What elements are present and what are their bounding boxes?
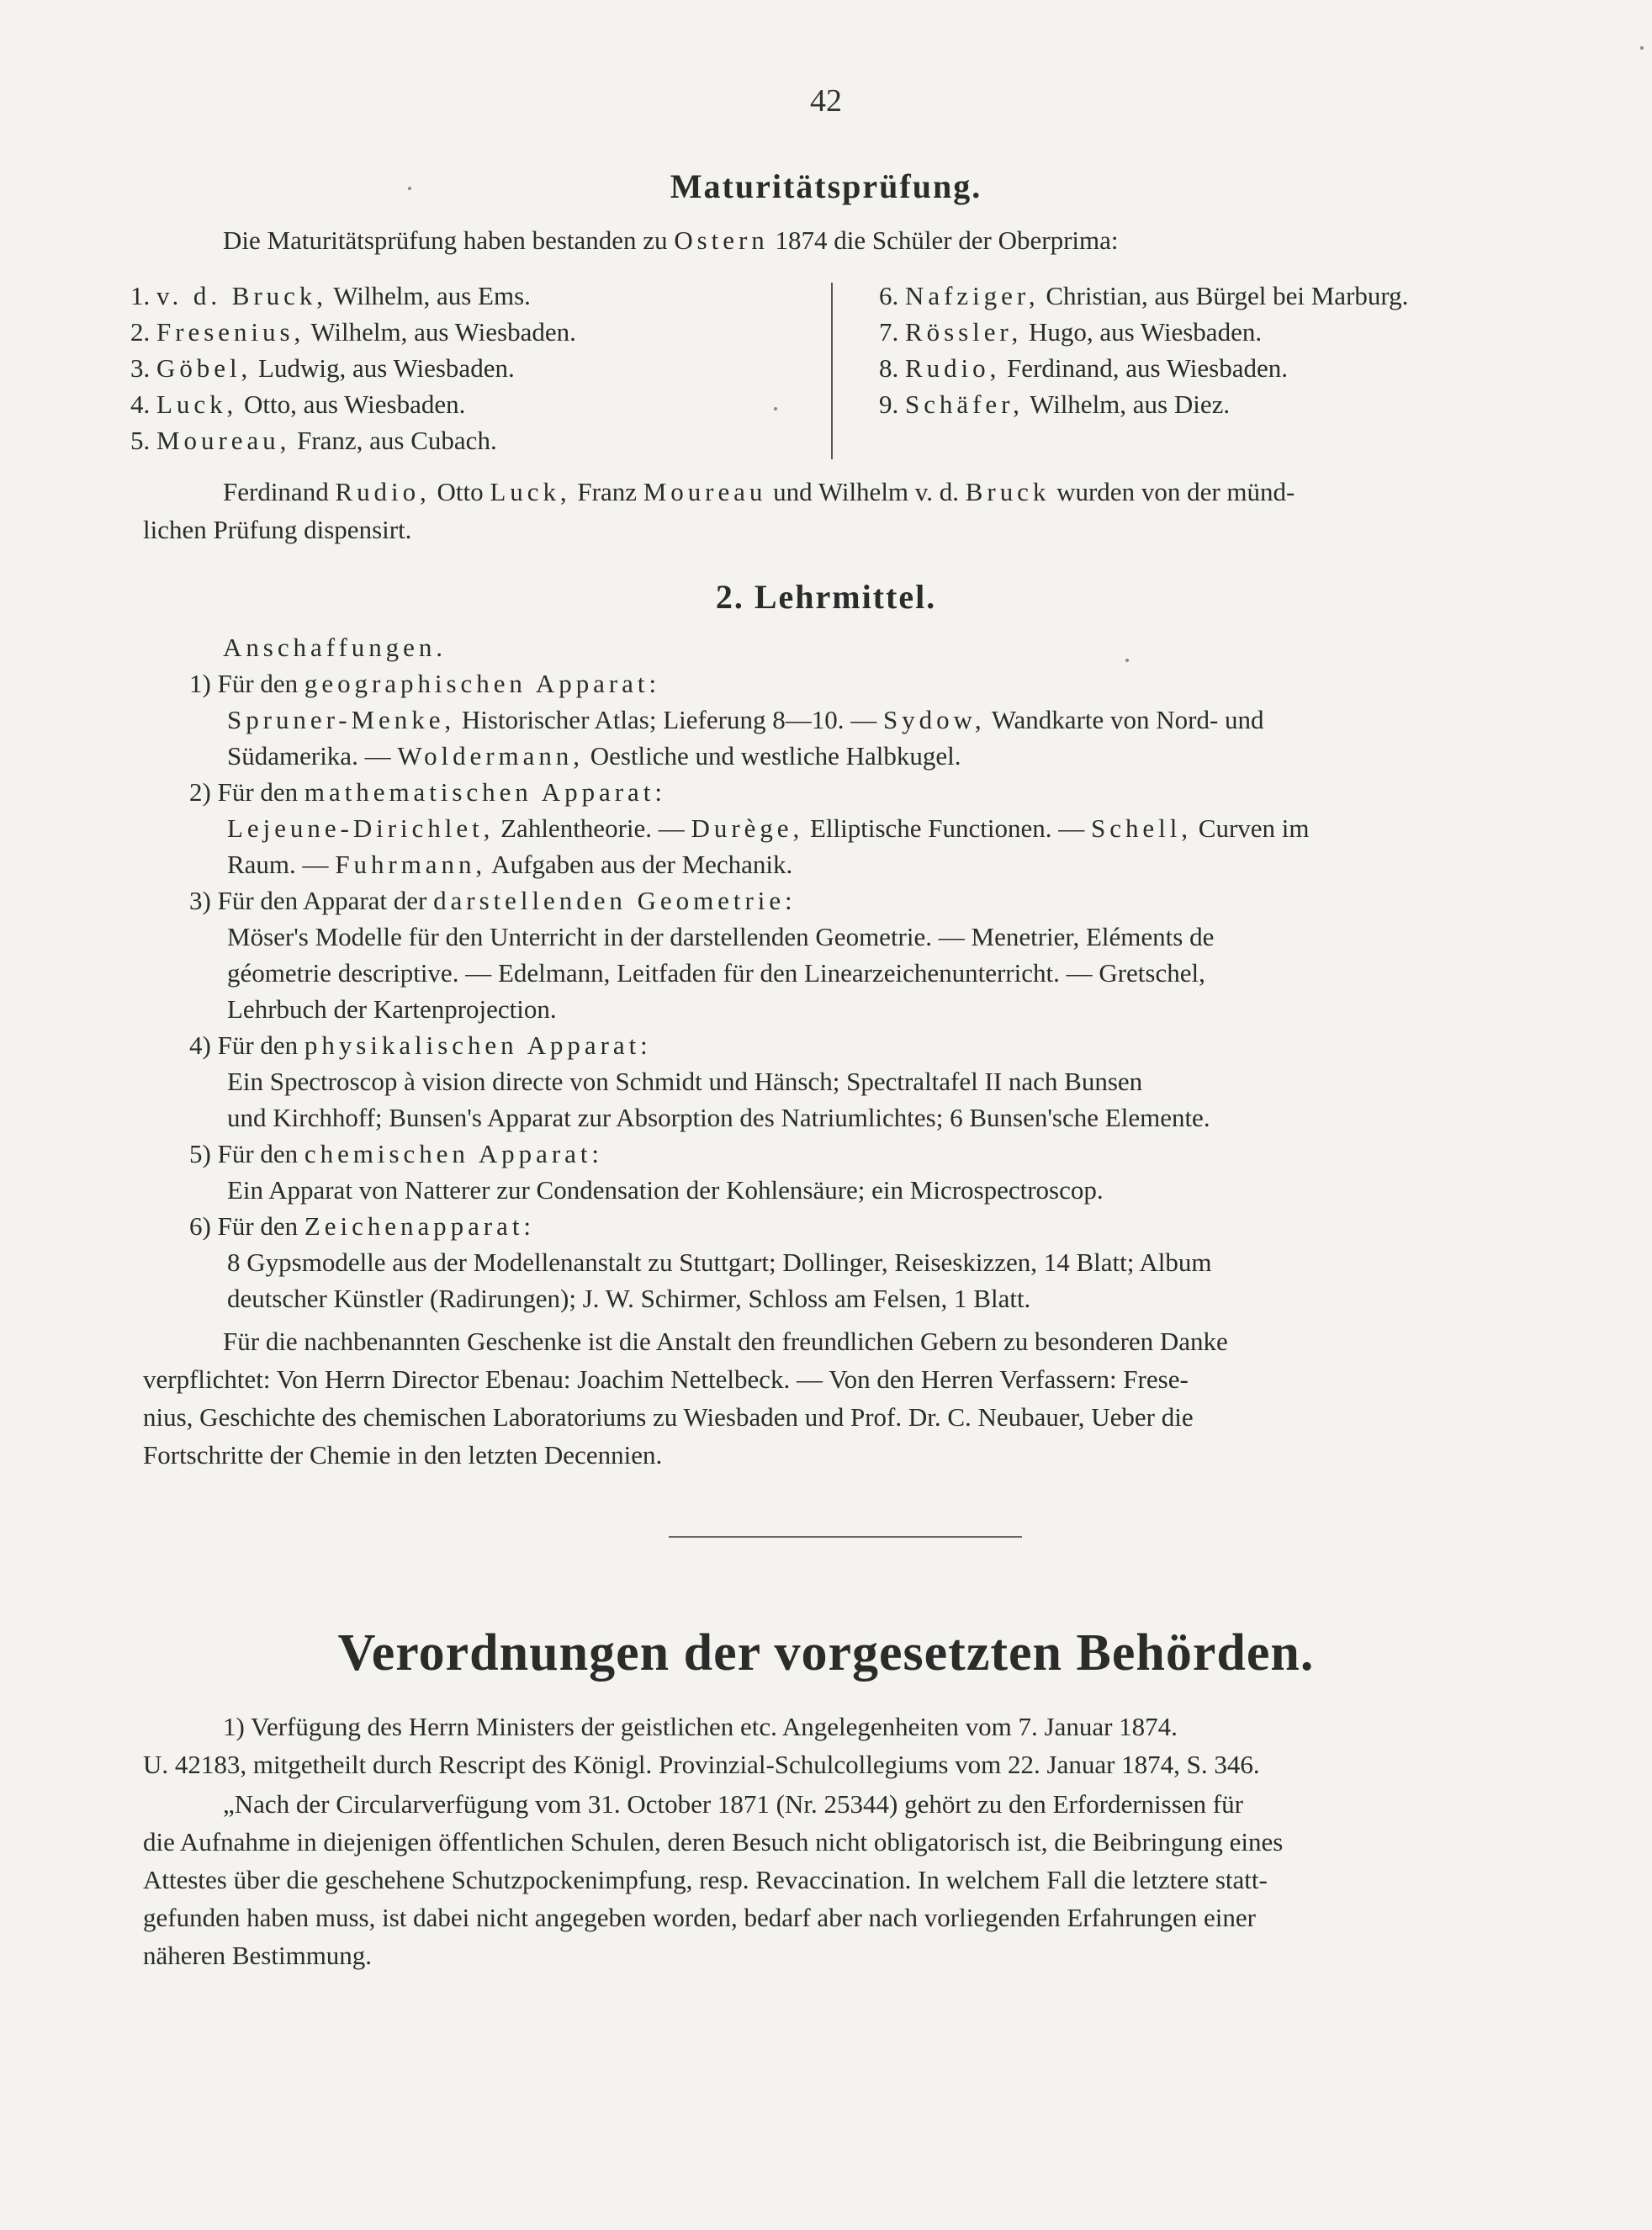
anschaffungen-label: Anschaffungen. (223, 633, 447, 662)
intro-text-end: 1874 die Schüler der Oberprima: (775, 225, 1119, 255)
list-item: 2. Fresenius, Wilhelm, aus Wiesbaden. (130, 317, 576, 347)
list-item: 6. Nafziger, Christian, aus Bürgel bei Marburg. (879, 281, 1409, 310)
lehrmittel-item: 5) Für den chemischen Apparat: Ein Apparat von Natterer zur Condensation der Kohlensäure; ein Microspectroscop. (189, 1139, 1104, 1205)
scan-speck (1125, 659, 1129, 662)
list-item: 1. v. d. Bruck, Wilhelm, aus Ems. (130, 281, 531, 310)
student-list-left (130, 278, 576, 458)
list-item: 9. Schäfer, Wilhelm, aus Diez. (879, 389, 1231, 419)
student-list-right (879, 278, 1408, 422)
gifts-paragraph: Für die nachbenannten Geschenke ist die Anstalt den freundlichen Gebern zu besonderen Danke verpflichtet: Von Herrn Director Ebenau: Joachim Nettelbeck. — Von den Herren Verfassern: Frese- nius, Geschichte des chemischen Laboratoriums zu Wiesbaden und Prof. Dr. C. Neubauer, Ueber die Fortschritte der Chemie in den letzten Decennien. (143, 1327, 1228, 1470)
list-item: 3. Göbel, Ludwig, aus Wiesbaden. (130, 353, 515, 383)
list-item: 7. Rössler, Hugo, aus Wiesbaden. (879, 317, 1263, 347)
lehrmittel-block (189, 629, 1543, 1316)
list-item: 5. Moureau, Franz, aus Cubach. (130, 426, 497, 455)
page-number: 42 (810, 83, 842, 119)
section-title-lehrmittel: 2. Lehrmittel. (715, 578, 937, 616)
scan-speck (408, 187, 411, 190)
lehrmittel-item: 6) Für den Zeichenapparat: 8 Gypsmodelle aus der Modellenanstalt zu Stuttgart; Dollinger, Reiseskizzen, 14 Blatt; Album deutscher Künstler (Radirungen); J. W. Schirmer, Schloss am Felsen, 1 Blatt. (189, 1211, 1212, 1313)
scan-speck (774, 407, 777, 411)
intro-text: Die Maturitätsprüfung haben bestanden zu (223, 225, 668, 255)
lehrmittel-item: 2) Für den mathematischen Apparat: Lejeune-Dirichlet, Zahlentheorie. — Durège, Elliptische Functionen. — Schell, Curven im Raum. — Fuhrmann, Aufgaben aus der Mechanik. (189, 777, 1310, 879)
lehrmittel-item: 1) Für den geographischen Apparat: Spruner-Menke, Historischer Atlas; Lieferung 8—10. — Sydow, Wandkarte von Nord- und Südamerika. — Woldermann, Oestliche und westliche Halbkugel. (189, 669, 1264, 771)
list-item: 4. Luck, Otto, aus Wiesbaden. (130, 389, 466, 419)
section-title-verordnungen: Verordnungen der vorgesetzten Behörden. (337, 1624, 1315, 1682)
intro-ostern: Ostern (674, 225, 769, 255)
lehrmittel-item: 4) Für den physikalischen Apparat: Ein Spectroscop à vision directe von Schmidt und Hänsch; Spectraltafel II nach Bunsen und Kirchhoff; Bunsen's Apparat zur Absorption des Natriumlichtes; 6 Bunsen'sche Elemente. (189, 1030, 1210, 1132)
lehrmittel-item: 3) Für den Apparat der darstellenden Geometrie: Möser's Modelle für den Unterricht in der darstellenden Geometrie. — Menetrier, Eléments de géometrie descriptive. — Edelmann, Leitfaden für den Linearzeichenunterricht. — Gretschel, Lehrbuch der Kartenprojection. (189, 886, 1215, 1024)
quote-paragraph: „Nach der Circularverfügung vom 31. October 1871 (Nr. 25344) gehört zu den Erfordernissen für die Aufnahme in diejenigen öffentlichen Schulen, deren Besuch nicht obligatorisch ist, die Beibringung eines Attestes über die geschehene Schutzpockenimpfung, resp. Revaccination. In welchem Fall die letztere statt- gefunden haben muss, ist dabei nicht angegeben worden, bedarf aber nach vorliegenden Erfahrungen einer näheren Bestimmung. (143, 1789, 1284, 1970)
list-item: 8. Rudio, Ferdinand, aus Wiesbaden. (879, 353, 1288, 383)
section-title-maturitaetspruefung: Maturitätsprüfung. (670, 167, 982, 205)
intro-paragraph (223, 225, 1119, 256)
scan-speck (1640, 46, 1644, 50)
section-divider (669, 1536, 1022, 1538)
dispensation-paragraph: Ferdinand Rudio, Otto Luck, Franz Moureau und Wilhelm v. d. Bruck wurden von der münd- lichen Prüfung dispensirt. (143, 477, 1295, 544)
column-divider (831, 283, 833, 459)
decree-paragraph: 1) Verfügung des Herrn Ministers der geistlichen etc. Angelegenheiten vom 7. Januar 1874. U. 42183, mitgetheilt durch Rescript des Königl. Provinzial-Schulcollegiums vom 22. Januar 1874, S. 346. (143, 1712, 1260, 1779)
